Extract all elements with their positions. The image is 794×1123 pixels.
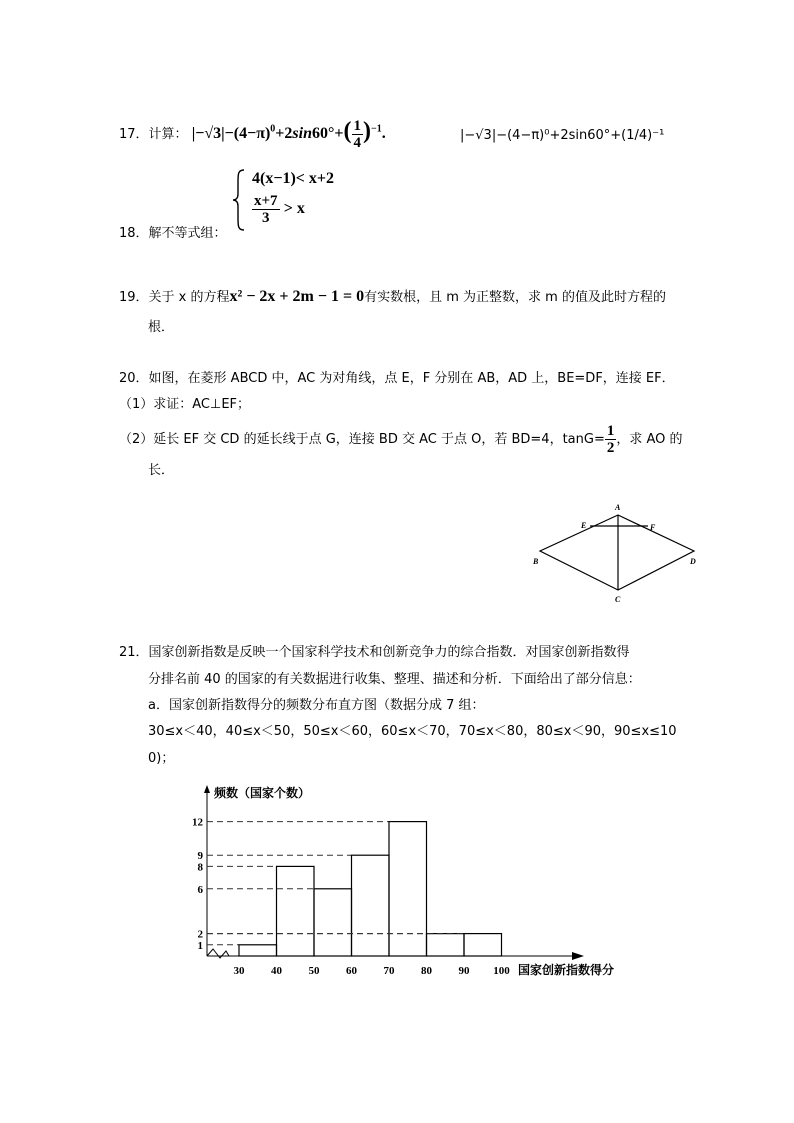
histogram-bar [464,934,502,956]
brace [232,168,246,232]
y-tick-label: 9 [197,850,203,863]
label-e: E [581,521,587,530]
x-tick-label: 60 [346,965,357,977]
den: 2 [606,440,615,456]
question-17 [119,118,386,151]
label-a: A [615,503,621,512]
q17-sup0: 0 [270,123,276,135]
q21-line5: 0)； [148,751,175,766]
histogram-bar [389,822,427,956]
histogram-bar [277,866,315,956]
q18-label: 18．解不等式组： [119,226,227,241]
period: . [381,125,386,143]
q21-line1: 21．国家创新指数是反映一个国家科学技术和创新竞争力的综合指数．对国家创新指数得 [119,645,630,660]
q21-line4: 30≤x＜40，40≤x＜50，50≤x＜60，60≤x＜70，70≤x＜80，80≤x＜90，90≤x≤10 [148,724,677,739]
x-tick-label: 90 [458,965,470,977]
histogram [0,770,794,990]
y-axis-label: 频数（国家个数） [214,786,311,800]
histogram-bar [427,934,465,956]
num: 1 [606,423,615,439]
x-tick-label: 70 [383,965,395,977]
question-19 [119,286,666,306]
paren: ) [363,118,372,145]
q21-line2: 分排名前 40 的国家的有关数据进行收集、整理、描述和分析．下面给出了部分信息： [148,672,641,687]
q17-expression-text: |−√3|−(4−π)⁰+2sin60°+(1/4)⁻¹ [460,128,665,143]
q19-cont: 根． [148,320,175,335]
rhs: > x [283,200,305,217]
q19-post: 有实数根，且 m 为正整数，求 m 的值及此时方程的 [364,290,666,305]
y-tick-label: 1 [197,939,203,952]
q17-term: −(4−π) [224,125,271,143]
histogram-bar [314,889,352,956]
num: x+7 [254,193,278,209]
den: 3 [262,210,270,226]
label-f: F [650,523,656,532]
x-tick-label: 100 [493,965,510,977]
y-tick-label: 8 [197,861,203,874]
q18-inequality-2 [252,193,305,226]
histogram-bar [239,945,277,956]
q17-expression [191,118,386,151]
label-c: C [615,595,621,604]
q20-line1: 20．如图，在菱形 ABCD 中，AC 为对角线，点 E，F 分别在 AB，AD 上，BE=DF，连接 EF． [119,371,675,386]
y-tick-label: 12 [192,816,203,829]
rhombus-figure [530,500,710,610]
num: 1 [353,118,362,134]
part2-pre: （2）延长 EF 交 CD 的延长线于点 G，连接 BD 交 AC 于点 O，若 BD=4，tanG= [119,432,605,447]
y-tick-label: 6 [197,883,203,896]
q20-part2 [119,423,683,456]
paren: ( [343,118,352,145]
histogram-bar [352,855,390,956]
q17-sin: sin [292,125,312,143]
q17-term3: +2 [275,125,293,143]
q20-part1: （1）求证：AC⊥EF； [119,397,251,412]
x-tick-label: 30 [233,965,245,977]
y-tick-label: 2 [197,928,203,941]
x-tick-label: 50 [308,965,320,977]
y-axis-arrow [204,785,210,793]
label-b: B [533,557,539,566]
q21-line3: a．国家创新指数得分的频数分布直方图（数据分成 7 组： [148,698,485,713]
x-axis-label: 国家创新指数得分 [518,963,615,977]
q17-fraction [352,118,364,151]
q20-cont: 长． [148,463,175,478]
q19-pre: 19．关于 x 的方程 [119,290,230,305]
q19-equation: x² − 2x + 2m − 1 = 0 [229,288,365,305]
x-tick-label: 40 [271,965,282,977]
q17-term4: 60°+ [312,125,344,143]
den: 4 [353,135,362,151]
q17-abs: |−√3| [191,125,225,143]
x-tick-label: 80 [421,965,432,977]
axis-break-icon [207,949,229,958]
q18-inequality-1: 4(x−1)< x+2 [252,170,335,187]
x-axis-arrow [572,952,584,960]
label-d: D [690,557,696,566]
part2-post: ，求 AO 的 [616,432,683,447]
q17-sup: −1 [371,123,382,135]
q17-label: 17．计算： [119,127,188,142]
